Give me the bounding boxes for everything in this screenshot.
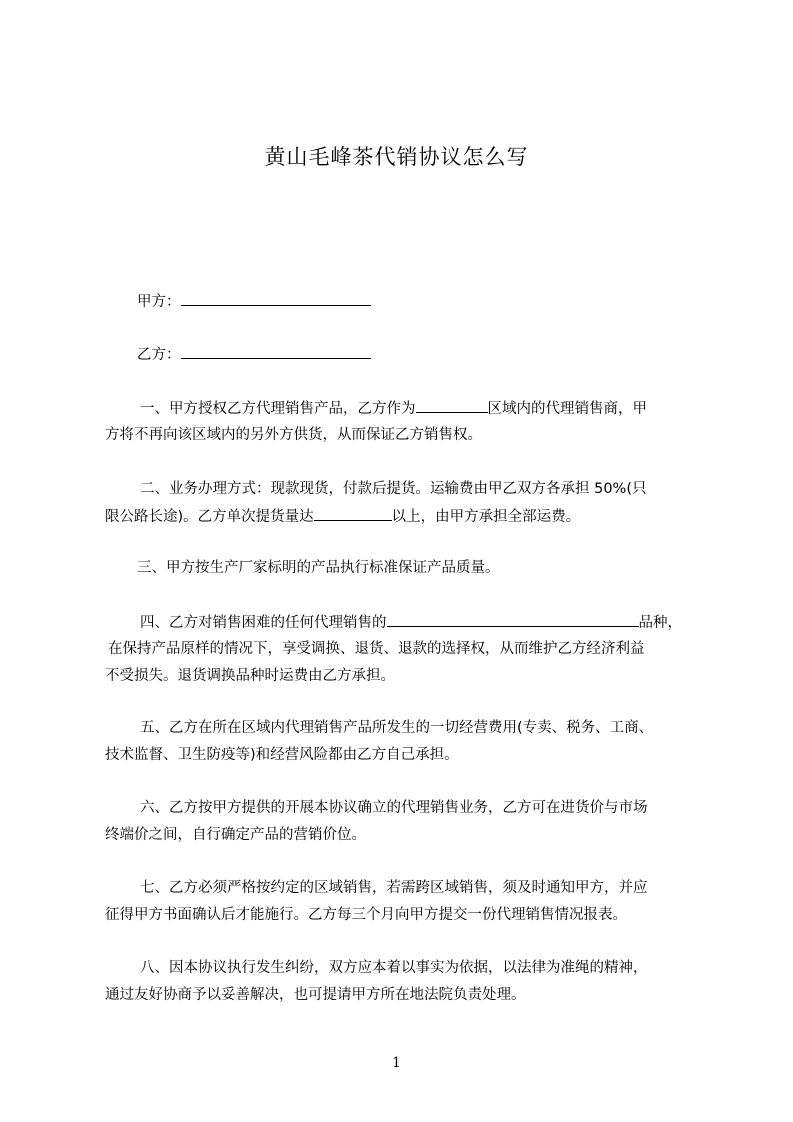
clause-1-line-2: 方将不再向该区域内的另外方供货，从而保证乙方销售权。: [105, 427, 482, 443]
party-a-label: 甲方：: [137, 294, 181, 310]
clause-5-line-2: 技术监督、卫生防疫等)和经营风险都由乙方自己承担。: [105, 747, 459, 763]
clause-3-line-1: 三、甲方按生产厂家标明的产品执行标准保证产品质量。: [137, 560, 500, 576]
clause-8-line-2: 通过友好协商予以妥善解决，也可提请甲方所在地法院负责处理。: [105, 987, 526, 1003]
party-a-blank: [181, 291, 371, 306]
clause-1-text-b: 区域内的代理销售商，甲: [487, 401, 647, 417]
party-b-label: 乙方：: [137, 347, 181, 363]
clause-2-line-1: 二、业务办理方式：现款现货，付款后提货。运输费由甲乙双方各承担 50%(只: [140, 481, 647, 497]
clause-2-quantity-blank: [314, 506, 392, 521]
clause-6-line-2: 终端价之间，自行确定产品的营销价位。: [105, 827, 366, 843]
clause-2-text-b: 以上，由甲方承担全部运费。: [391, 509, 581, 525]
clause-4-product-blank: [387, 612, 639, 627]
party-b-line: [137, 344, 371, 365]
party-a-line: [137, 291, 371, 312]
page-number: 1: [392, 1055, 401, 1071]
clause-1-line-1: [140, 398, 647, 419]
clause-4-line-2: 在保持产品原样的情况下，享受调换、退货、退款的选择权，从而维护乙方经济利益: [108, 641, 645, 657]
party-b-blank: [181, 344, 371, 359]
clause-6-line-1: 六、乙方按甲方提供的开展本协议确立的代理销售业务，乙方可在进货价与市场: [140, 800, 648, 816]
clause-1-region-blank: [416, 398, 488, 413]
clause-4-text-a: 四、乙方对销售困难的任何代理销售的: [140, 615, 387, 631]
clause-7-line-1: 七、乙方必须严格按约定的区域销售，若需跨区域销售，须及时通知甲方，并应: [140, 880, 648, 896]
clause-4-line-1: [140, 612, 682, 633]
clause-5-line-1: 五、乙方在所在区域内代理销售产品所发生的一切经营费用(专卖、税务、工商、: [140, 720, 654, 736]
document-title: 黄山毛峰茶代销协议怎么写: [264, 145, 529, 169]
clause-7-line-2: 征得甲方书面确认后才能施行。乙方每三个月向甲方提交一份代理销售情况报表。: [105, 907, 627, 923]
clause-1-text-a: 一、甲方授权乙方代理销售产品，乙方作为: [140, 401, 416, 417]
clause-8-line-1: 八、因本协议执行发生纠纷，双方应本着以事实为依据，以法律为准绳的精神，: [140, 960, 648, 976]
clause-2-line-2: [105, 506, 580, 527]
clause-2-text-a: 限公路长途)。乙方单次提货量达: [105, 509, 314, 525]
clause-4-text-b: 品种，: [638, 615, 682, 631]
clause-4-line-3: 不受损失。退货调换品种时运费由乙方承担。: [105, 668, 395, 684]
